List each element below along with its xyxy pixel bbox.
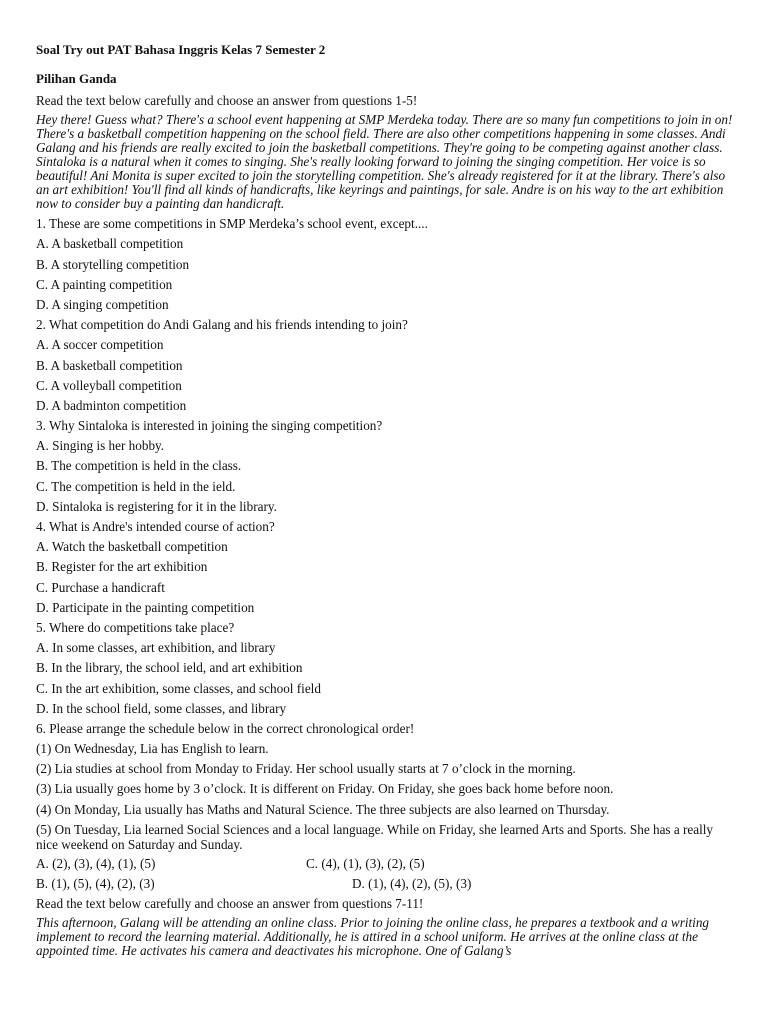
schedule-item: (2) Lia studies at school from Monday to Friday. Her school usually starts at 7 o’clock in the morning.	[36, 761, 576, 777]
question-text: 5. Where do competitions take place?	[36, 619, 235, 635]
answer-option: D. A singing competition	[36, 296, 169, 312]
answer-option: A. Watch the basketball competition	[36, 539, 228, 555]
answer-option: D. Sintaloka is registering for it in the library.	[36, 498, 277, 514]
answer-option: D. (1), (4), (2), (5), (3)	[352, 876, 472, 891]
answer-row	[36, 876, 736, 892]
reading-passage-2: This afternoon, Galang will be attending an online class. Prior to joining the online class, he prepares a textbook and a writing implement to record the learning material. Additionally, he is attired in a school uniform. He arrives at the online class at the appointed time. He activates his camera and deactivates his microphone. One of Galang’s	[36, 915, 710, 959]
question-text: 4. What is Andre's intended course of action?	[36, 519, 275, 534]
question-block-6	[36, 721, 736, 892]
question-text: 3. Why Sintaloka is interested in joining the singing competition?	[36, 418, 383, 434]
question-text: 6. Please arrange the schedule below in the correct chronological order!	[36, 720, 415, 736]
document-title: Soal Try out PAT Bahasa Inggris Kelas 7 Semester 2	[36, 42, 326, 57]
schedule-item: (1) On Wednesday, Lia has English to learn.	[36, 741, 269, 757]
answer-option: D. Participate in the painting competition	[36, 599, 255, 615]
answer-option: D. In the school field, some classes, and library	[36, 700, 287, 716]
question-block-2	[36, 317, 736, 414]
answer-option: C. A volleyball competition	[36, 377, 182, 393]
answer-option: B. Register for the art exhibition	[36, 559, 208, 575]
answer-option: B. (1), (5), (4), (2), (3)	[36, 876, 155, 891]
instruction-1: Read the text below carefully and choose an answer from questions 1-5!	[36, 93, 418, 108]
answer-option: A. Singing is her hobby.	[36, 438, 165, 454]
answer-option: D. A badminton competition	[36, 397, 187, 413]
question-block-1	[36, 216, 736, 313]
answer-option: B. A storytelling competition	[36, 256, 190, 272]
question-block-5	[36, 620, 736, 717]
schedule-item: (5) On Tuesday, Lia learned Social Sciences and a local language. While on Friday, she learned Arts and Sports. She has a really nice weekend on Saturday and Sunday.	[36, 821, 714, 852]
answer-option: B. In the library, the school ield, and art exhibition	[36, 660, 303, 676]
answer-option: C. Purchase a handicraft	[36, 579, 165, 595]
section-heading: Pilihan Ganda	[36, 71, 117, 86]
answer-option: C. A painting competition	[36, 276, 173, 292]
answer-option: C. In the art exhibition, some classes, and school field	[36, 680, 321, 696]
question-block-4	[36, 519, 736, 616]
question-block-3	[36, 418, 736, 515]
answer-option: C. (4), (1), (3), (2), (5)	[306, 855, 425, 871]
schedule-item: (4) On Monday, Lia usually has Maths and Natural Science. The three subjects are also learned on Thursday.	[36, 801, 610, 817]
question-text: 1. These are some competitions in SMP Merdeka’s school event, except....	[36, 216, 428, 232]
document-page	[36, 42, 736, 963]
answer-option: C. The competition is held in the ield.	[36, 478, 236, 494]
answer-option: A. In some classes, art exhibition, and library	[36, 640, 276, 656]
question-text: 2. What competition do Andi Galang and his friends intending to join?	[36, 317, 408, 333]
reading-passage-1: Hey there! Guess what? There's a school event happening at SMP Merdeka today. There are so many fun competitions to join in on! There's a basketball competition happening on the school field. There are also other competitions happening in some classes. Andi Galang and his friends are really excited to join the basketball competitions. They're going to be competing against another class. Sintaloka is a natural when it comes to singing. She's really looking forward to joining the singing competition. Her voice is so beautiful! Ani Monita is super excited to join the storytelling competition. She's already registered for it at the library. There's also an art exhibition! You'll find all kinds of handicrafts, like keyrings and paintings, for sale. Andre is on his way to the art exhibition now to consider buy a painting dan handicraft.	[36, 112, 733, 212]
answer-option: A. A basketball competition	[36, 236, 184, 252]
answer-option: A. A soccer competition	[36, 337, 164, 353]
answer-option: A. (2), (3), (4), (1), (5)	[36, 855, 156, 871]
answer-option: B. A basketball competition	[36, 357, 183, 373]
schedule-item: (3) Lia usually goes home by 3 o’clock. It is different on Friday. On Friday, she goes back home before noon.	[36, 781, 614, 797]
answer-option: B. The competition is held in the class.	[36, 458, 242, 474]
answer-row	[36, 856, 736, 872]
instruction-2: Read the text below carefully and choose an answer from questions 7-11!	[36, 896, 424, 912]
